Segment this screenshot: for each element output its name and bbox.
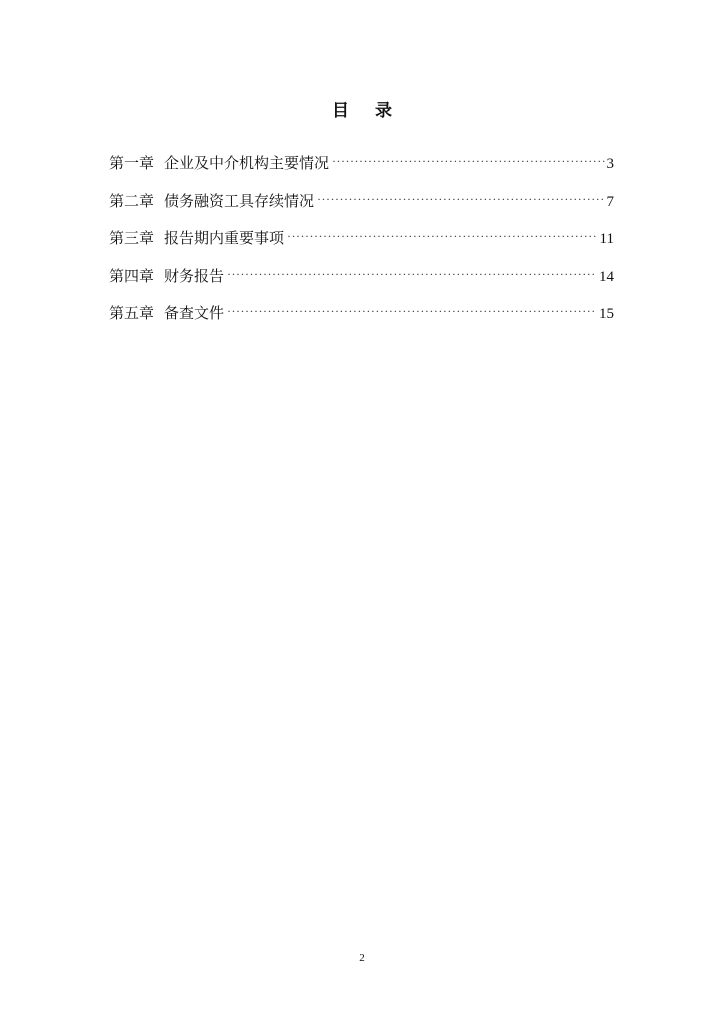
footer-page-number: 2: [359, 952, 365, 964]
toc-leader-dots: [317, 185, 604, 213]
toc-entry-title: 企业及中介机构主要情况: [164, 156, 330, 172]
toc-entry[interactable]: [109, 300, 614, 338]
toc-leader-dots: [332, 147, 604, 175]
toc-entry[interactable]: [109, 263, 614, 301]
toc-leader-dots: [227, 297, 597, 325]
toc-chapter-label: 第五章: [109, 306, 155, 322]
toc-page-number: 7: [606, 193, 614, 210]
toc-leader-dots: [227, 260, 597, 288]
toc-entry[interactable]: [109, 150, 614, 188]
toc-heading: [0, 96, 724, 121]
toc-page-number: 14: [599, 268, 614, 285]
toc-entry-title: 债务融资工具存续情况: [164, 193, 315, 210]
toc-page-number: 3: [606, 156, 614, 172]
toc-chapter-label: 第三章: [109, 231, 155, 247]
toc-chapter-label: 第四章: [109, 268, 155, 285]
toc-page-number: 15: [599, 306, 614, 322]
toc-entry-title: 财务报告: [164, 268, 225, 285]
toc-heading-char-2: 录: [375, 101, 392, 120]
toc-entry-title: 备查文件: [164, 306, 225, 322]
toc-entry[interactable]: [109, 188, 614, 226]
toc-list: [109, 150, 614, 338]
toc-chapter-label: 第一章: [109, 156, 155, 172]
toc-leader-dots: [287, 222, 598, 250]
toc-entry-title: 报告期内重要事项: [164, 231, 285, 247]
toc-page-number: 11: [599, 231, 614, 247]
toc-heading-char-1: 目: [332, 101, 349, 120]
toc-entry[interactable]: [109, 225, 614, 263]
toc-chapter-label: 第二章: [109, 193, 155, 210]
